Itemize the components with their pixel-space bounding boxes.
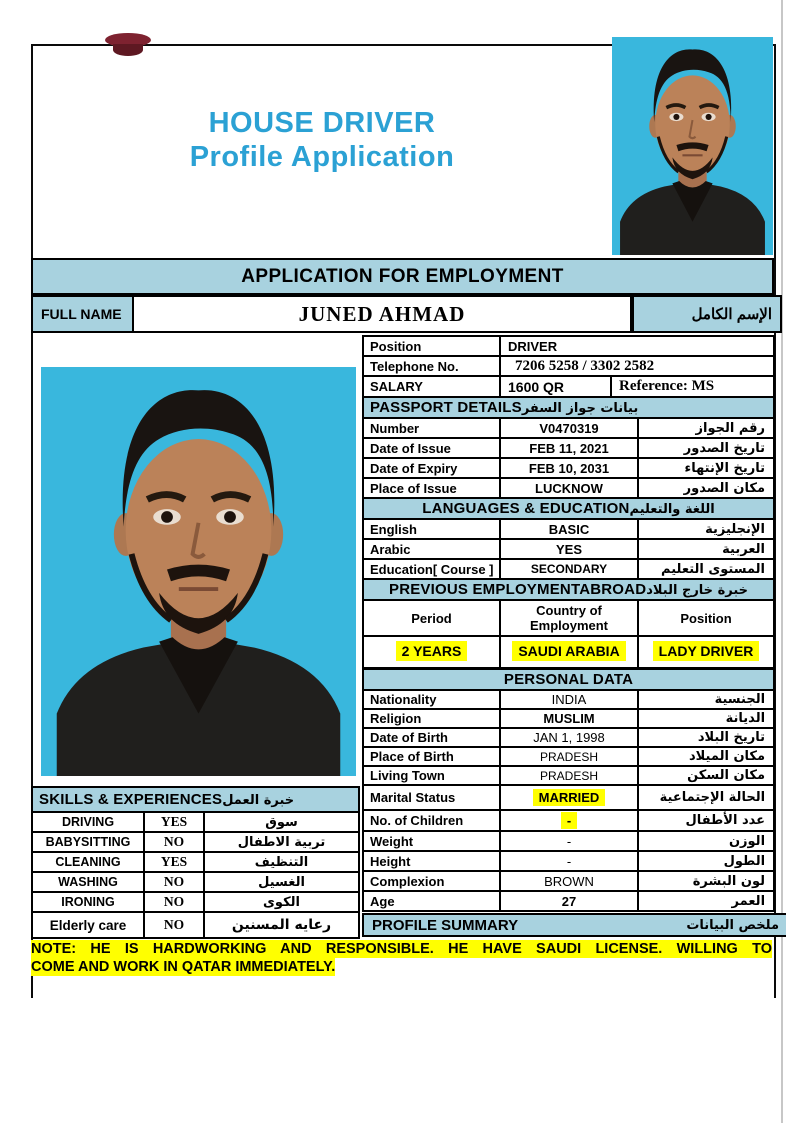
profile-summary-en: PROFILE SUMMARY <box>372 916 519 934</box>
passport-header-ar: بيانات جواز السفر <box>521 401 639 416</box>
employment-position: LADY DRIVER <box>638 636 774 668</box>
skill-label-arabic: الغسيل <box>204 872 359 892</box>
skill-label: WASHING <box>32 872 144 892</box>
table-row <box>363 747 774 766</box>
languages-section-header <box>363 498 774 519</box>
table-row <box>32 832 359 852</box>
table-row <box>363 418 774 438</box>
row-label: No. of Children <box>363 810 500 831</box>
column-header: Position <box>638 600 774 636</box>
skill-label-arabic: سوق <box>204 812 359 832</box>
section-header-row <box>363 579 774 600</box>
row-value: FEB 10, 2031 <box>500 458 638 478</box>
contact-table <box>362 335 775 398</box>
table-row <box>363 851 774 871</box>
skills-section-header <box>32 787 359 812</box>
skill-value: NO <box>144 832 204 852</box>
table-row <box>363 438 774 458</box>
portrait-illustration <box>41 367 356 776</box>
skill-label: DRIVING <box>32 812 144 832</box>
employment-period: 2 YEARS <box>363 636 500 668</box>
row-label: Place of Birth <box>363 747 500 766</box>
employment-banner: APPLICATION FOR EMPLOYMENT <box>31 258 774 295</box>
row-label: Date of Issue <box>363 438 500 458</box>
employment-section-header <box>363 579 774 600</box>
row-value: - <box>500 810 638 831</box>
row-label: Living Town <box>363 766 500 785</box>
table-row <box>32 852 359 872</box>
row-value: LUCKNOW <box>500 478 638 498</box>
full-name-label-arabic: الإسم الكامل <box>632 295 782 333</box>
table-row <box>363 766 774 785</box>
note-block <box>31 940 772 976</box>
row-value: BASIC <box>500 519 638 539</box>
row-label: Marital Status <box>363 785 500 810</box>
skill-value: YES <box>144 852 204 872</box>
row-label: Height <box>363 851 500 871</box>
telephone-value: 7206 5258 / 3302 2582 <box>500 356 774 376</box>
row-label: English <box>363 519 500 539</box>
table-row <box>363 709 774 728</box>
row-label-arabic: العمر <box>638 891 774 911</box>
row-value: V0470319 <box>500 418 638 438</box>
row-label-arabic: تاريخ الإنتهاء <box>638 458 774 478</box>
table-row <box>363 376 774 397</box>
salary-reference: Reference: MS <box>611 376 774 397</box>
position-label: Position <box>363 336 500 356</box>
row-label: Education[ Course ] <box>363 559 500 579</box>
table-row <box>363 458 774 478</box>
table-header-row <box>363 600 774 636</box>
row-value: YES <box>500 539 638 559</box>
row-value: PRADESH <box>500 747 638 766</box>
employment-header-ar: خبرة خارج البلاد <box>646 583 749 598</box>
employment-header-en: PREVIOUS EMPLOYMENTABROAD <box>388 581 647 598</box>
row-value: - <box>500 851 638 871</box>
passport-section-header <box>363 397 774 418</box>
table-row <box>363 785 774 810</box>
row-label-arabic: تاريخ البلاد <box>638 728 774 747</box>
position-value: DRIVER <box>500 336 774 356</box>
table-row <box>363 871 774 891</box>
row-label: Age <box>363 891 500 911</box>
table-row <box>363 690 774 709</box>
skill-value: NO <box>144 872 204 892</box>
table-row <box>32 812 359 832</box>
logo-mark-lower <box>113 44 143 56</box>
row-value: MUSLIM <box>500 709 638 728</box>
skill-label: IRONING <box>32 892 144 912</box>
table-row <box>363 810 774 831</box>
row-label-arabic: الإنجليزية <box>638 519 774 539</box>
column-header: Period <box>363 600 500 636</box>
row-value: MARRIED <box>500 785 638 810</box>
note-line-2: COME AND WORK IN QATAR IMMEDIATELY. <box>31 959 336 975</box>
personal-section-header: PERSONAL DATA <box>363 669 774 690</box>
table-row <box>363 336 774 356</box>
row-value: JAN 1, 1998 <box>500 728 638 747</box>
skill-value: NO <box>144 892 204 912</box>
row-value: PRADESH <box>500 766 638 785</box>
row-label-arabic: مكان السكن <box>638 766 774 785</box>
row-label-arabic: الجنسية <box>638 690 774 709</box>
row-label: Number <box>363 418 500 438</box>
personal-data-table <box>362 668 775 912</box>
row-label: Place of Issue <box>363 478 500 498</box>
row-label-arabic: تاريخ الصدور <box>638 438 774 458</box>
skill-label-arabic: تربية الاطفال <box>204 832 359 852</box>
table-row <box>363 636 774 668</box>
row-label-arabic: الحالة الإجتماعية <box>638 785 774 810</box>
row-label: Arabic <box>363 539 500 559</box>
column-header: Country of Employment <box>500 600 638 636</box>
table-row <box>363 728 774 747</box>
skill-label: CLEANING <box>32 852 144 872</box>
row-label-arabic: عدد الأطفال <box>638 810 774 831</box>
row-label-arabic: مكان الصدور <box>638 478 774 498</box>
passport-header-en: PASSPORT DETAILS <box>370 399 522 416</box>
row-label: Complexion <box>363 871 500 891</box>
skills-table <box>31 786 360 939</box>
row-label-arabic: العربية <box>638 539 774 559</box>
table-row <box>363 356 774 376</box>
row-label: Nationality <box>363 690 500 709</box>
full-name-label: FULL NAME <box>31 295 140 333</box>
note-line-1: NOTE: HE IS HARDWORKING AND RESPONSIBLE. HE HAVE SAUDI LICENSE. WILLING TO <box>31 941 772 957</box>
section-header-row <box>363 397 774 418</box>
row-label-arabic: الطول <box>638 851 774 871</box>
title-line-1: HOUSE DRIVER <box>208 107 436 139</box>
table-row <box>363 478 774 498</box>
title-line-2: Profile Application <box>189 141 455 173</box>
languages-header-ar: اللغة والتعليم <box>629 502 715 517</box>
row-value: 27 <box>500 891 638 911</box>
row-label: Religion <box>363 709 500 728</box>
skill-label-arabic: رعايه المسنين <box>204 912 359 938</box>
row-label-arabic: رقم الجواز <box>638 418 774 438</box>
profile-summary-ar: ملخص البيانات <box>686 917 779 933</box>
table-row <box>32 912 359 938</box>
row-label-arabic: مكان الميلاد <box>638 747 774 766</box>
skill-label-arabic: التنظيف <box>204 852 359 872</box>
employment-country: SAUDI ARABIA <box>500 636 638 668</box>
section-header-row <box>363 498 774 519</box>
row-value: INDIA <box>500 690 638 709</box>
table-row <box>363 891 774 911</box>
full-name-value: JUNED AHMAD <box>132 295 632 333</box>
row-label: Weight <box>363 831 500 851</box>
table-row <box>363 559 774 579</box>
table-row <box>32 872 359 892</box>
row-label-arabic: الديانة <box>638 709 774 728</box>
row-label-arabic: الوزن <box>638 831 774 851</box>
table-row <box>363 831 774 851</box>
skill-label: BABYSITTING <box>32 832 144 852</box>
row-label: Date of Birth <box>363 728 500 747</box>
row-value: BROWN <box>500 871 638 891</box>
table-row <box>32 892 359 912</box>
skill-label: Elderly care <box>32 912 144 938</box>
profile-summary-header <box>362 913 786 937</box>
row-label-arabic: المستوى التعليم <box>638 559 774 579</box>
skills-header-en: SKILLS & EXPERIENCES <box>39 791 223 808</box>
skill-label-arabic: الكوى <box>204 892 359 912</box>
salary-value: 1600 QR <box>500 376 611 397</box>
skill-value: YES <box>144 812 204 832</box>
salary-label: SALARY <box>363 376 500 397</box>
section-header-row <box>32 787 359 812</box>
scan-edge-line <box>781 0 783 1123</box>
row-value: SECONDARY <box>500 559 638 579</box>
employment-table <box>362 578 775 669</box>
skill-value: NO <box>144 912 204 938</box>
telephone-label: Telephone No. <box>363 356 500 376</box>
row-label: Date of Expiry <box>363 458 500 478</box>
page-title <box>31 106 613 174</box>
applicant-photo-main <box>41 367 356 776</box>
section-header-row <box>363 669 774 690</box>
applicant-photo-small <box>612 37 773 255</box>
row-value: FEB 11, 2021 <box>500 438 638 458</box>
passport-table <box>362 396 775 499</box>
languages-table <box>362 497 775 580</box>
languages-header-en: LANGUAGES & EDUCATION <box>422 500 630 517</box>
table-row <box>363 519 774 539</box>
skills-header-ar: خبرة العمل <box>222 793 295 808</box>
table-row <box>363 539 774 559</box>
row-value: - <box>500 831 638 851</box>
row-label-arabic: لون البشرة <box>638 871 774 891</box>
portrait-illustration <box>612 37 773 255</box>
